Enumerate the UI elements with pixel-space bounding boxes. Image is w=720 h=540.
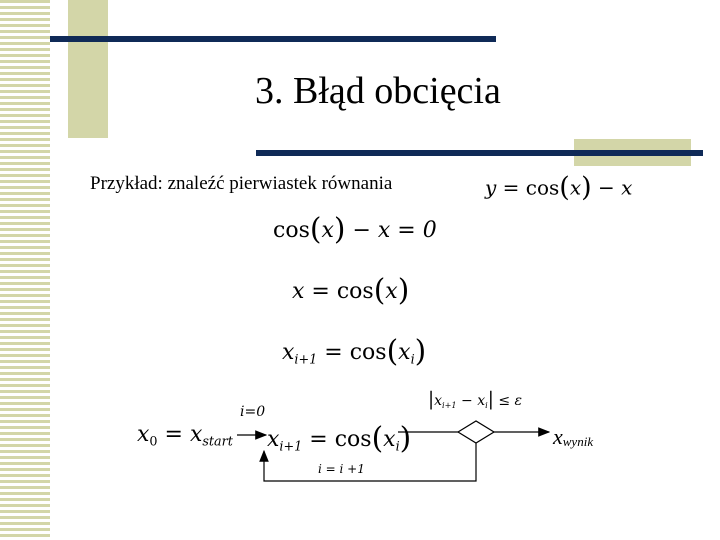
equation-root: cos(x) − x = 0	[273, 212, 437, 247]
increment-label: i = i +1	[318, 462, 365, 476]
start-condition: $x_0 = x_{start}$	[137, 422, 233, 450]
convergence-decision-diamond	[458, 421, 494, 443]
convergence-condition: $|x_{i+1} - x_i| \le \varepsilon$	[428, 389, 523, 410]
iteration-formula: $x_{i+1} = \cos(x_i)$	[267, 421, 412, 456]
loop-init-label: i=0	[240, 404, 266, 420]
result-label: xwynik	[553, 424, 594, 449]
equation-fixed-point: x = cos(x)	[292, 273, 410, 308]
equation-function: y = cos(x) − x	[485, 172, 633, 203]
intro-text: Przykład: znaleźć pierwiastek równania	[90, 173, 393, 194]
slide-title: 3. Błąd obcięcia	[255, 70, 501, 112]
equation-iteration: $x_{i+1} = \cos(x_i)$	[282, 334, 427, 369]
